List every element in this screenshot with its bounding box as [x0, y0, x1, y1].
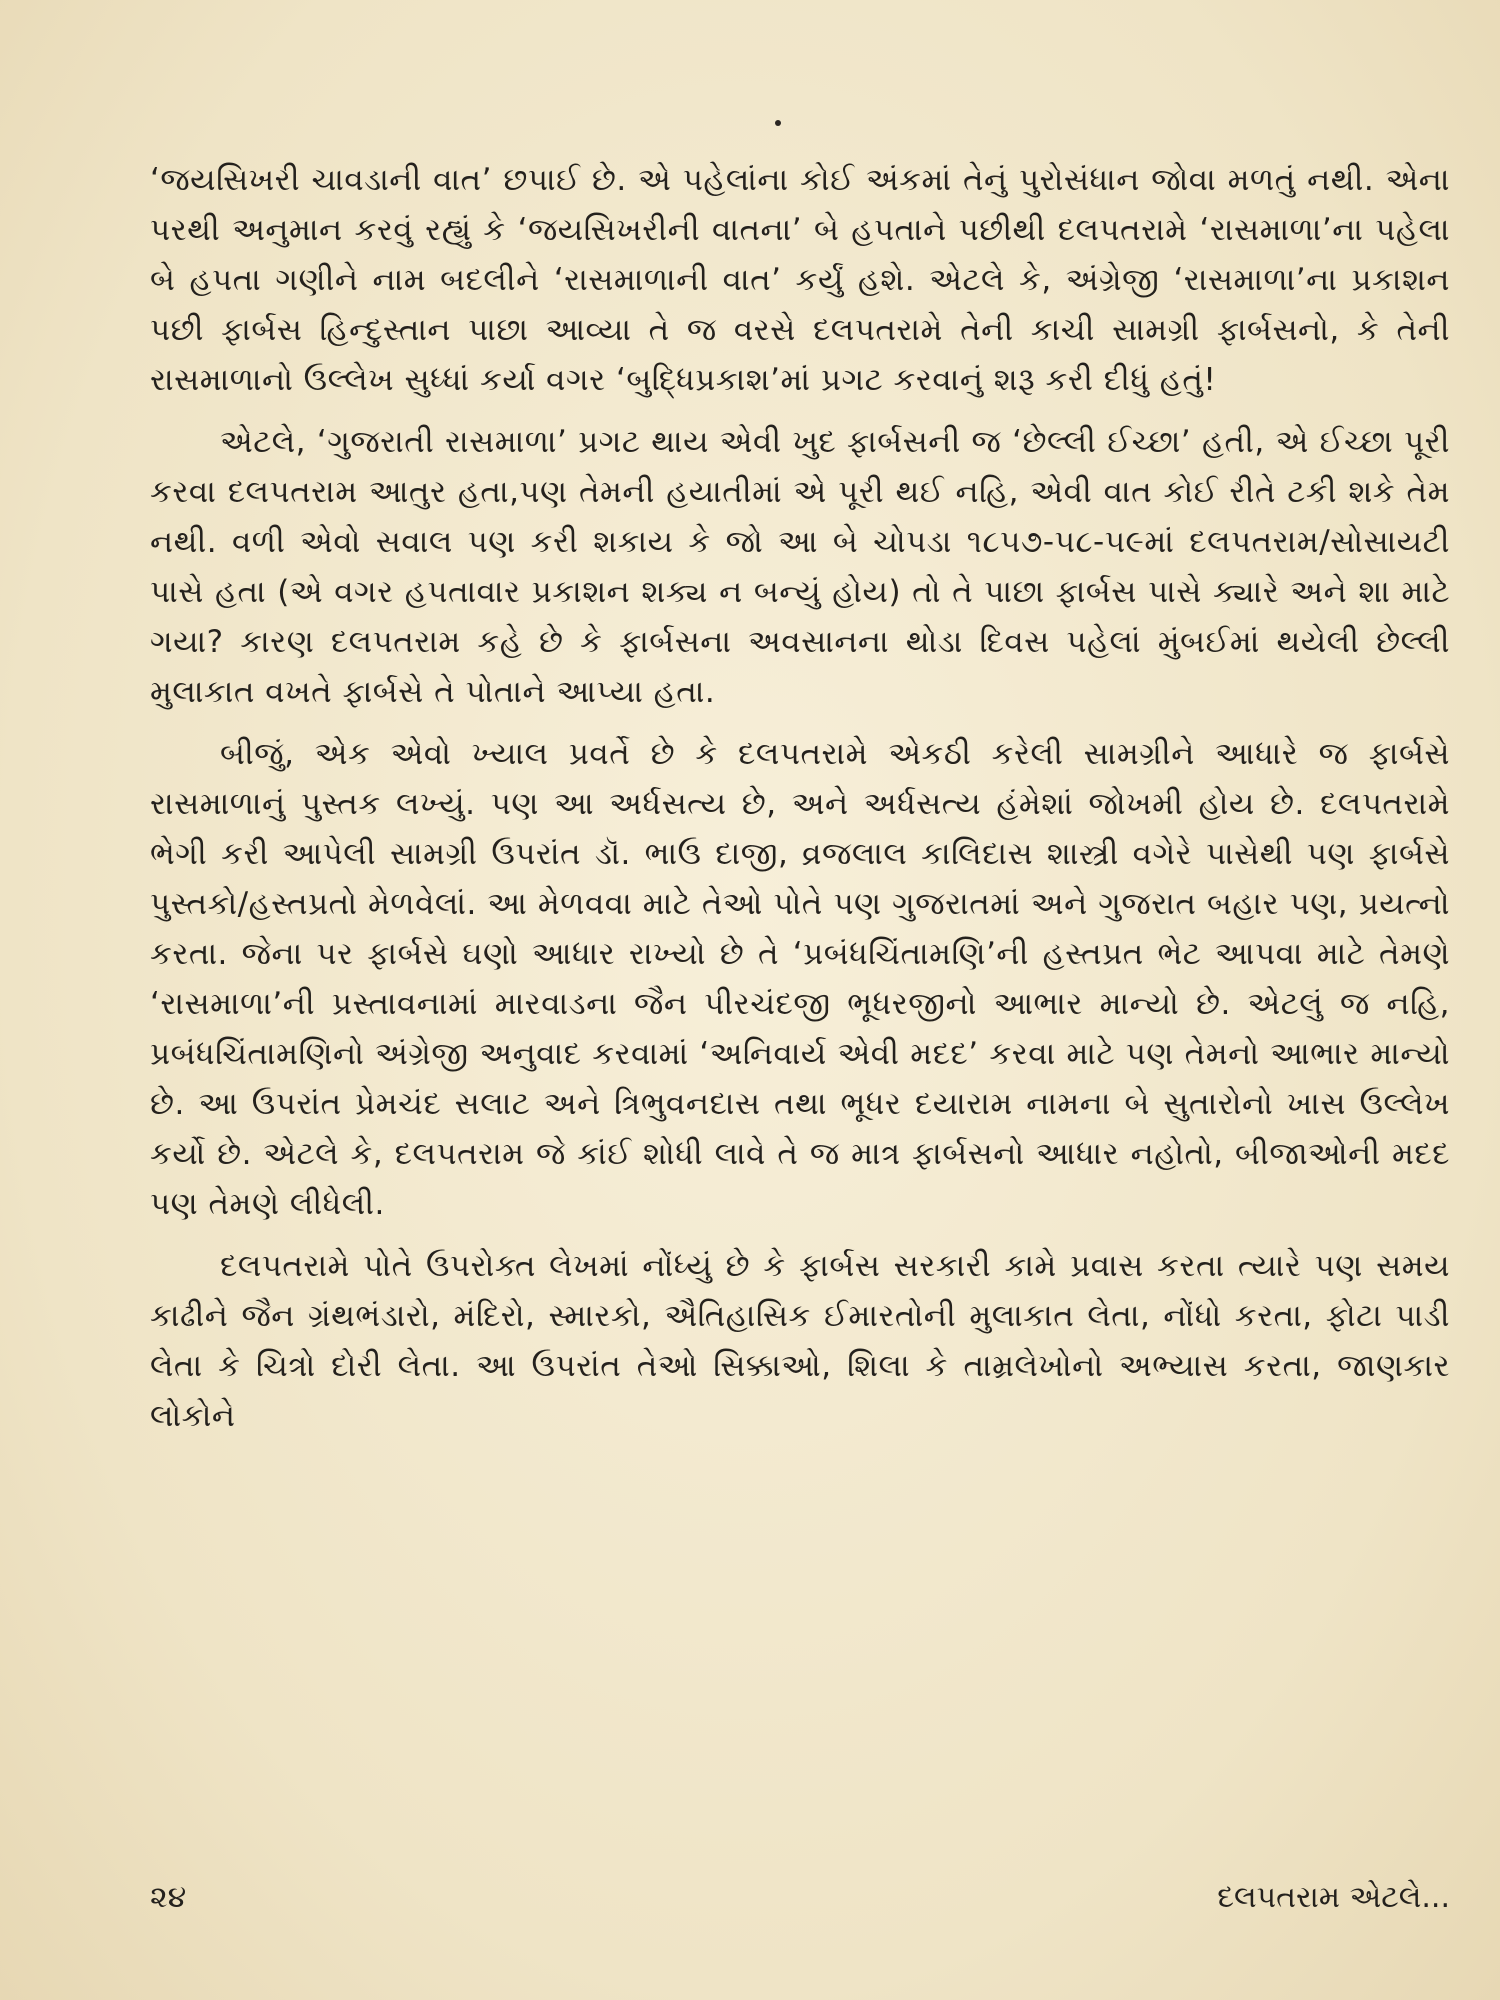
body-text: [150, 155, 1450, 1453]
page-number: ૨૪: [150, 1880, 187, 1915]
page-footer: [150, 1880, 1450, 1915]
page-dot-mark: [775, 120, 781, 126]
paragraph-1: ‘જયસિખરી ચાવડાની વાત’ છપાઈ છે. એ પહેલાંના કોઈ અંકમાં તેનું પુરોસંધાન જોવા મળતું નથી. એના પરથી અનુમાન કરવું રહ્યું કે ‘જયસિખરીની વાતના’ બે હપતાને પછીથી દલપતરામે ‘રાસમાળા’ના પહેલા બે હપતા ગણીને નામ બદલીને ‘રાસમાળાની વાત’ કર્યું હશે. એટલે કે, અંગ્રેજી ‘રાસમાળા’ના પ્રકાશન પછી ફાર્બસ હિન્દુસ્તાન પાછા આવ્યા તે જ વરસે દલપતરામે તેની કાચી સામગ્રી ફાર્બસનો, કે તેની રાસમાળાનો ઉલ્લેખ સુધ્ધાં કર્યા વગર ‘બુદ્ધિપ્રકાશ’માં પ્રગટ કરવાનું શરૂ કરી દીધું હતું!: [150, 162, 1450, 398]
paragraph-4: દલપતરામે પોતે ઉપરોક્ત લેખમાં નોંધ્યું છે કે ફાર્બસ સરકારી કામે પ્રવાસ કરતા ત્યારે પણ સમય કાઢીને જૈન ગ્રંથભંડારો, મંદિરો, સ્મારકો, ઐતિહાસિક ઈમારતોની મુલાકાત લેતા, નોંધો કરતા, ફોટા પાડી લેતા કે ચિત્રો દોરી લેતા. આ ઉપરાંત તેઓ સિક્કાઓ, શિલા કે તામ્રલેખોનો અભ્યાસ કરતા, જાણકાર લોકોને: [150, 1248, 1450, 1434]
paragraph-3: બીજું, એક એવો ખ્યાલ પ્રવર્તે છે કે દલપતરામે એકઠી કરેલી સામગ્રીને આધારે જ ફાર્બસે રાસમાળાનું પુસ્તક લખ્યું. પણ આ અર્ધસત્ય છે, અને અર્ધસત્ય હંમેશાં જોખમી હોય છે. દલપતરામે ભેગી કરી આપેલી સામગ્રી ઉપરાંત ડૉ. ભાઉ દાજી, વ્રજલાલ કાલિદાસ શાસ્ત્રી વગેરે પાસેથી પણ ફાર્બસે પુસ્તકો/હસ્તપ્રતો મેળવેલાં. આ મેળવવા માટે તેઓ પોતે પણ ગુજરાતમાં અને ગુજરાત બહાર પણ, પ્રયત્નો કરતા. જેના પર ફાર્બસે ઘણો આધાર રાખ્યો છે તે ‘પ્રબંધચિંતામણિ’ની હસ્તપ્રત ભેટ આપવા માટે તેમણે ‘રાસમાળા’ની પ્રસ્તાવનામાં મારવાડના જૈન પીરચંદજી ભૂધરજીનો આભાર માન્યો છે. એટલું જ નહિ, પ્રબંધચિંતામણિનો અંગ્રેજી અનુવાદ કરવામાં ‘અનિવાર્ય એવી મદદ’ કરવા માટે પણ તેમનો આભાર માન્યો છે. આ ઉપરાંત પ્રેમચંદ સલાટ અને ત્રિભુવનદાસ તથા ભૂધર દયારામ નામના બે સુતારોનો ખાસ ઉલ્લેખ કર્યો છે. એટલે કે, દલપતરામ જે કાંઈ શોધી લાવે તે જ માત્ર ફાર્બસનો આધાર નહોતો, બીજાઓની મદદ પણ તેમણે લીધેલી.: [150, 736, 1450, 1222]
paragraph-2: એટલે, ‘ગુજરાતી રાસમાળા’ પ્રગટ થાય એવી ખુદ ફાર્બસની જ ‘છેલ્લી ઈચ્છા’ હતી, એ ઈચ્છા પૂરી કરવા દલપતરામ આતુર હતા,પણ તેમની હયાતીમાં એ પૂરી થઈ નહિ, એવી વાત કોઈ રીતે ટકી શકે તેમ નથી. વળી એવો સવાલ પણ કરી શકાય કે જો આ બે ચોપડા ૧૮૫૭-૫૮-૫૯માં દલપતરામ/સોસાયટી પાસે હતા (એ વગર હપતાવાર પ્રકાશન શક્ય ન બન્યું હોય) તો તે પાછા ફાર્બસ પાસે ક્યારે અને શા માટે ગયા? કારણ દલપતરામ કહે છે કે ફાર્બસના અવસાનના થોડા દિવસ પહેલાં મુંબઈમાં થયેલી છેલ્લી મુલાકાત વખતે ફાર્બસે તે પોતાને આપ્યા હતા.: [150, 424, 1450, 710]
running-title: દલપતરામ એટલે...: [1217, 1880, 1450, 1915]
